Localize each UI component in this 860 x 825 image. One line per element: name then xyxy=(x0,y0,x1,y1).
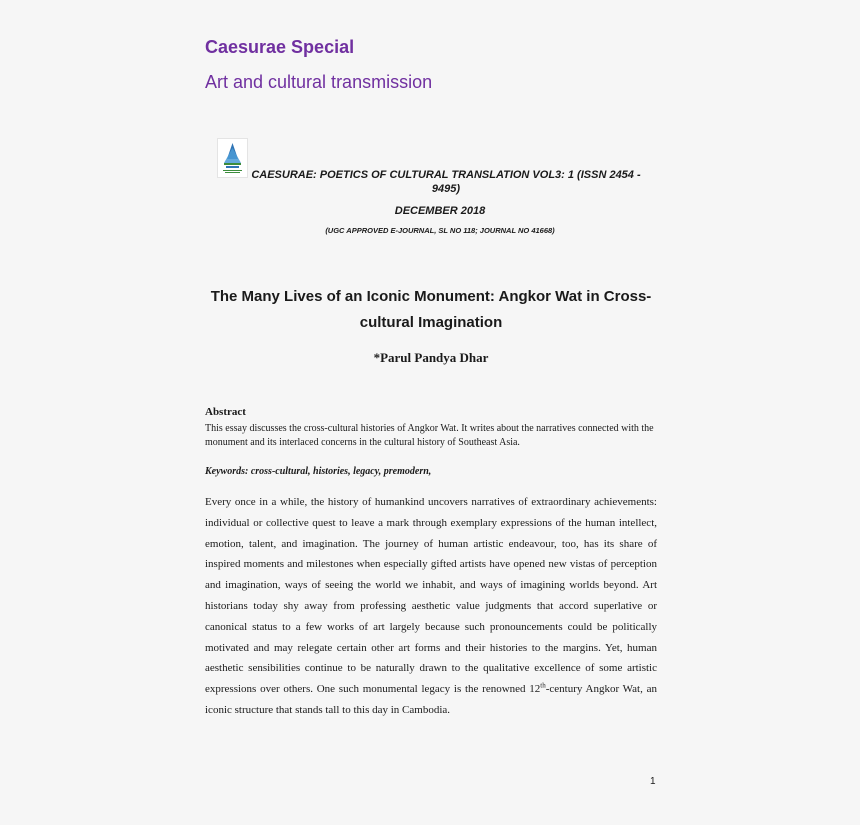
body-text-part2: -century Angkor Wat, an iconic structure that stands tall to this day in Cambodia. xyxy=(205,683,657,716)
author-name: *Parul Pandya Dhar xyxy=(373,350,489,365)
issue-date: DECEMBER 2018 xyxy=(394,205,486,217)
keywords: Keywords: cross-cultural, histories, legacy, premodern, xyxy=(205,466,432,477)
journal-citation: CAESURAE: POETICS OF CULTURAL TRANSLATION VOL3: 1 (ISSN 2454 - 9495) xyxy=(251,169,641,195)
series-subtitle: Art and cultural transmission xyxy=(205,72,433,92)
abstract-text: This essay discusses the cross-cultural histories of Angkor Wat. It writes about the narratives connected with the monument and its interlaced concerns in the cultural history of Southeast Asia. xyxy=(205,423,654,448)
article-title: The Many Lives of an Iconic Monument: Angkor Wat in Cross-cultural Imagination xyxy=(210,288,652,331)
ugc-approval: (UGC APPROVED E-JOURNAL, SL NO 118; JOURNAL NO 41668) xyxy=(325,226,555,235)
body-paragraph xyxy=(205,492,657,721)
body-superscript: th xyxy=(540,681,546,690)
page-number: 1 xyxy=(650,776,656,787)
abstract-heading: Abstract xyxy=(205,406,246,418)
series-title: Caesurae Special xyxy=(205,37,355,57)
body-text-part1: Every once in a while, the history of humankind uncovers narratives of extraordinary achievements: individual or collective quest to leave a mark through exemplary expressions of the human intellect, emotion, talent, and imagination. The journey of human artistic endeavour, too, has its share of inspired moments and milestones when especially gifted artists have opened new vistas of perception and imagination, ways of seeing the world we inhabit, and ways of imagining worlds beyond. Art historians today shy away from professing aesthetic value judgments that accord superlative or canonical status to a few works of art largely because such pronouncements could be politically motivated and may relegate certain other art forms and their histories to the margins. Yet, human aesthetic sensibilities continue to be naturally drawn to the qualitative excellence of some artistic expressions over others. One such monumental legacy is the renowned 12 xyxy=(205,496,657,696)
